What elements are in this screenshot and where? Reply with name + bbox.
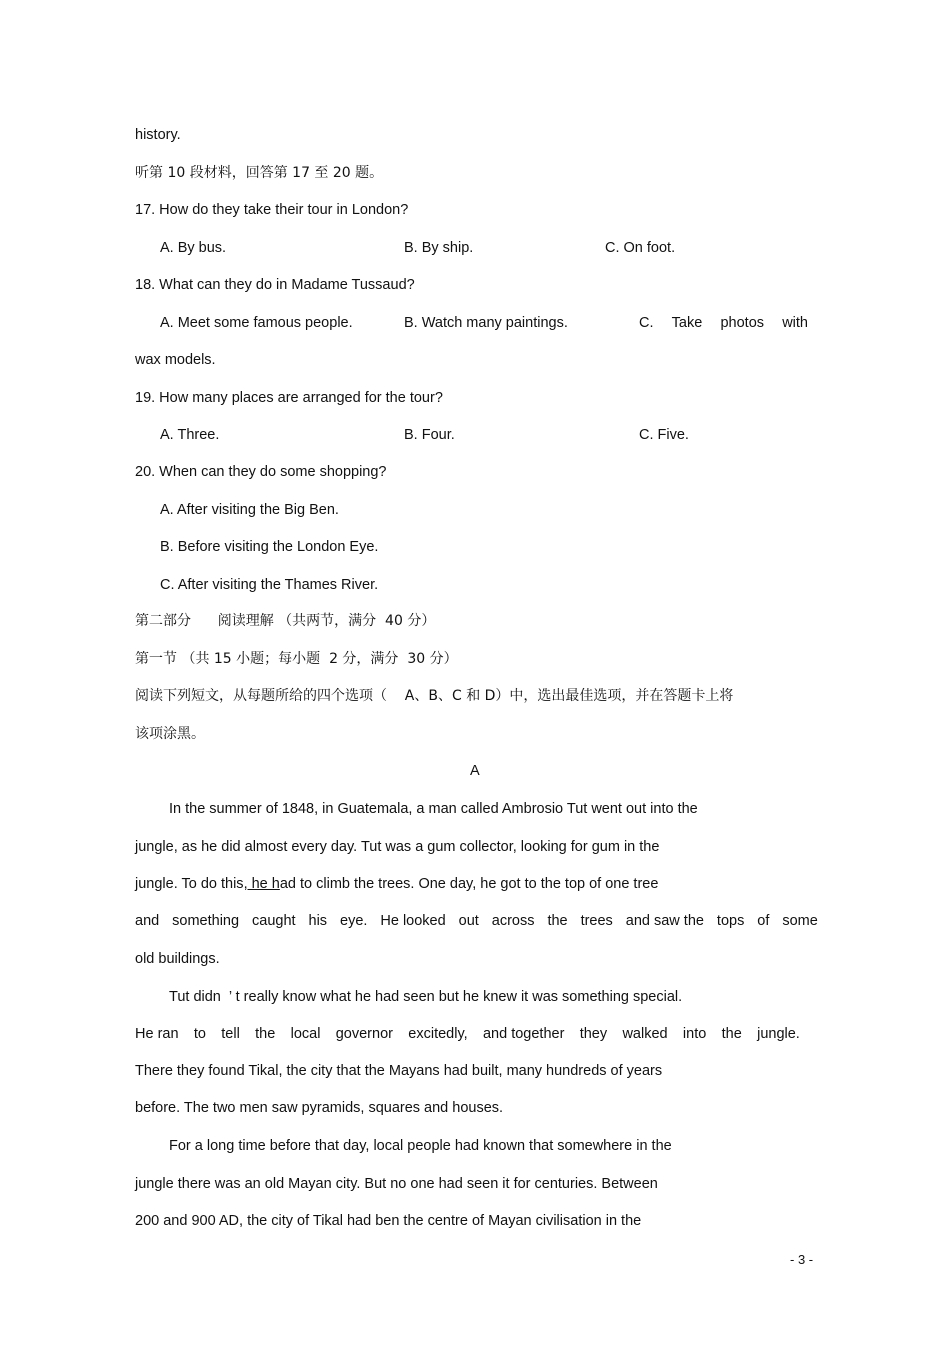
paragraph-2-line-1: Tut didn ’ t really know what he had seen but he knew it was something special.: [169, 989, 683, 1005]
underlined-text: , he h: [243, 876, 280, 892]
option-18b: B. Watch many paintings.: [404, 315, 568, 331]
word: out: [458, 913, 479, 929]
section-one-heading: 第一节 （共 15 小题；每小题 2 分，满分 30 分）: [135, 651, 458, 667]
word: of: [757, 913, 770, 929]
option-17b: B. By ship.: [404, 240, 474, 256]
paragraph-1-line-4: [135, 912, 818, 930]
word: some: [782, 913, 818, 929]
word: photos: [720, 315, 765, 331]
word: across: [491, 913, 535, 929]
option-20a: A. After visiting the Big Ben.: [160, 502, 339, 518]
option-19c: C. Five.: [639, 427, 689, 443]
option-19a: A. Three.: [160, 427, 220, 443]
listening-instruction: 听第 10 段材料，回答第 17 至 20 题。: [135, 165, 384, 181]
word: Take: [671, 315, 703, 331]
reading-instruction: 阅读下列短文，从每题所给的四个选项（ A、B、C 和 D）中，选出最佳选项，并在答题卡上将: [135, 688, 734, 704]
paragraph-1-line-1: In the summer of 1848, in Guatemala, a man called Ambrosio Tut went out into the: [169, 801, 698, 817]
word: the: [721, 1026, 742, 1042]
question-19: 19. How many places are arranged for the tour?: [135, 390, 443, 406]
question-18: 18. What can they do in Madame Tussaud?: [135, 277, 415, 293]
word: C.: [639, 315, 654, 331]
paragraph-1-line-2: jungle, as he did almost every day. Tut was a gum collector, looking for gum in the: [135, 839, 660, 855]
word: and: [135, 913, 160, 929]
option-17c: C. On foot.: [605, 240, 676, 256]
word: trees: [580, 913, 613, 929]
word: jungle.: [757, 1026, 800, 1042]
word: they: [579, 1026, 608, 1042]
word: governor: [335, 1026, 393, 1042]
word: eye.: [340, 913, 368, 929]
reading-instruction-continued: 该项涂黑。: [135, 726, 205, 742]
passage-label: A: [470, 763, 480, 779]
word: local: [290, 1026, 321, 1042]
paragraph-3-line-3: 200 and 900 AD, the city of Tikal had ben the centre of Mayan civilisation in the: [135, 1213, 642, 1229]
option-18a: A. Meet some famous people.: [160, 315, 353, 331]
text-line: history.: [135, 127, 181, 143]
paragraph-2-line-2: [135, 1025, 800, 1043]
word: the: [547, 913, 568, 929]
paragraph-2-line-4: before. The two men saw pyramids, squares and houses.: [135, 1100, 504, 1116]
page-number: - 3 -: [790, 1252, 814, 1267]
word: tell: [221, 1026, 240, 1042]
text-segment: jungle. To do this: [135, 876, 244, 892]
word: his: [308, 913, 328, 929]
word: with: [782, 315, 808, 331]
question-17: 17. How do they take their tour in London?: [135, 202, 409, 218]
option-20b: B. Before visiting the London Eye.: [160, 539, 379, 555]
word: and saw the: [625, 913, 704, 929]
word: something: [172, 913, 240, 929]
option-19b: B. Four.: [404, 427, 455, 443]
paragraph-1-line-5: old buildings.: [135, 951, 220, 967]
word: and together: [482, 1026, 565, 1042]
word: walked: [622, 1026, 668, 1042]
paragraph-3-line-1: For a long time before that day, local people had known that somewhere in the: [169, 1138, 672, 1154]
paragraph-2-line-3: There they found Tikal, the city that the Mayans had built, many hundreds of years: [135, 1063, 663, 1079]
question-20: 20. When can they do some shopping?: [135, 464, 387, 480]
word: to: [193, 1026, 206, 1042]
option-18c: [639, 314, 808, 332]
word: excitedly,: [408, 1026, 468, 1042]
option-17a: A. By bus.: [160, 240, 227, 256]
word: He looked: [380, 913, 446, 929]
word: caught: [252, 913, 296, 929]
text-segment: ad to climb the trees. One day, he got to the top of one tree: [279, 876, 659, 892]
word: He ran: [135, 1026, 179, 1042]
word: into: [682, 1026, 707, 1042]
part-two-heading: 第二部分 阅读理解 （共两节，满分 40 分）: [135, 613, 436, 629]
option-18c-continued: wax models.: [135, 352, 216, 368]
word: tops: [716, 913, 745, 929]
option-20c: C. After visiting the Thames River.: [160, 577, 379, 593]
paragraph-3-line-2: jungle there was an old Mayan city. But no one had seen it for centuries. Between: [135, 1176, 658, 1192]
paragraph-1-line-3: [135, 875, 658, 893]
word: the: [255, 1026, 276, 1042]
